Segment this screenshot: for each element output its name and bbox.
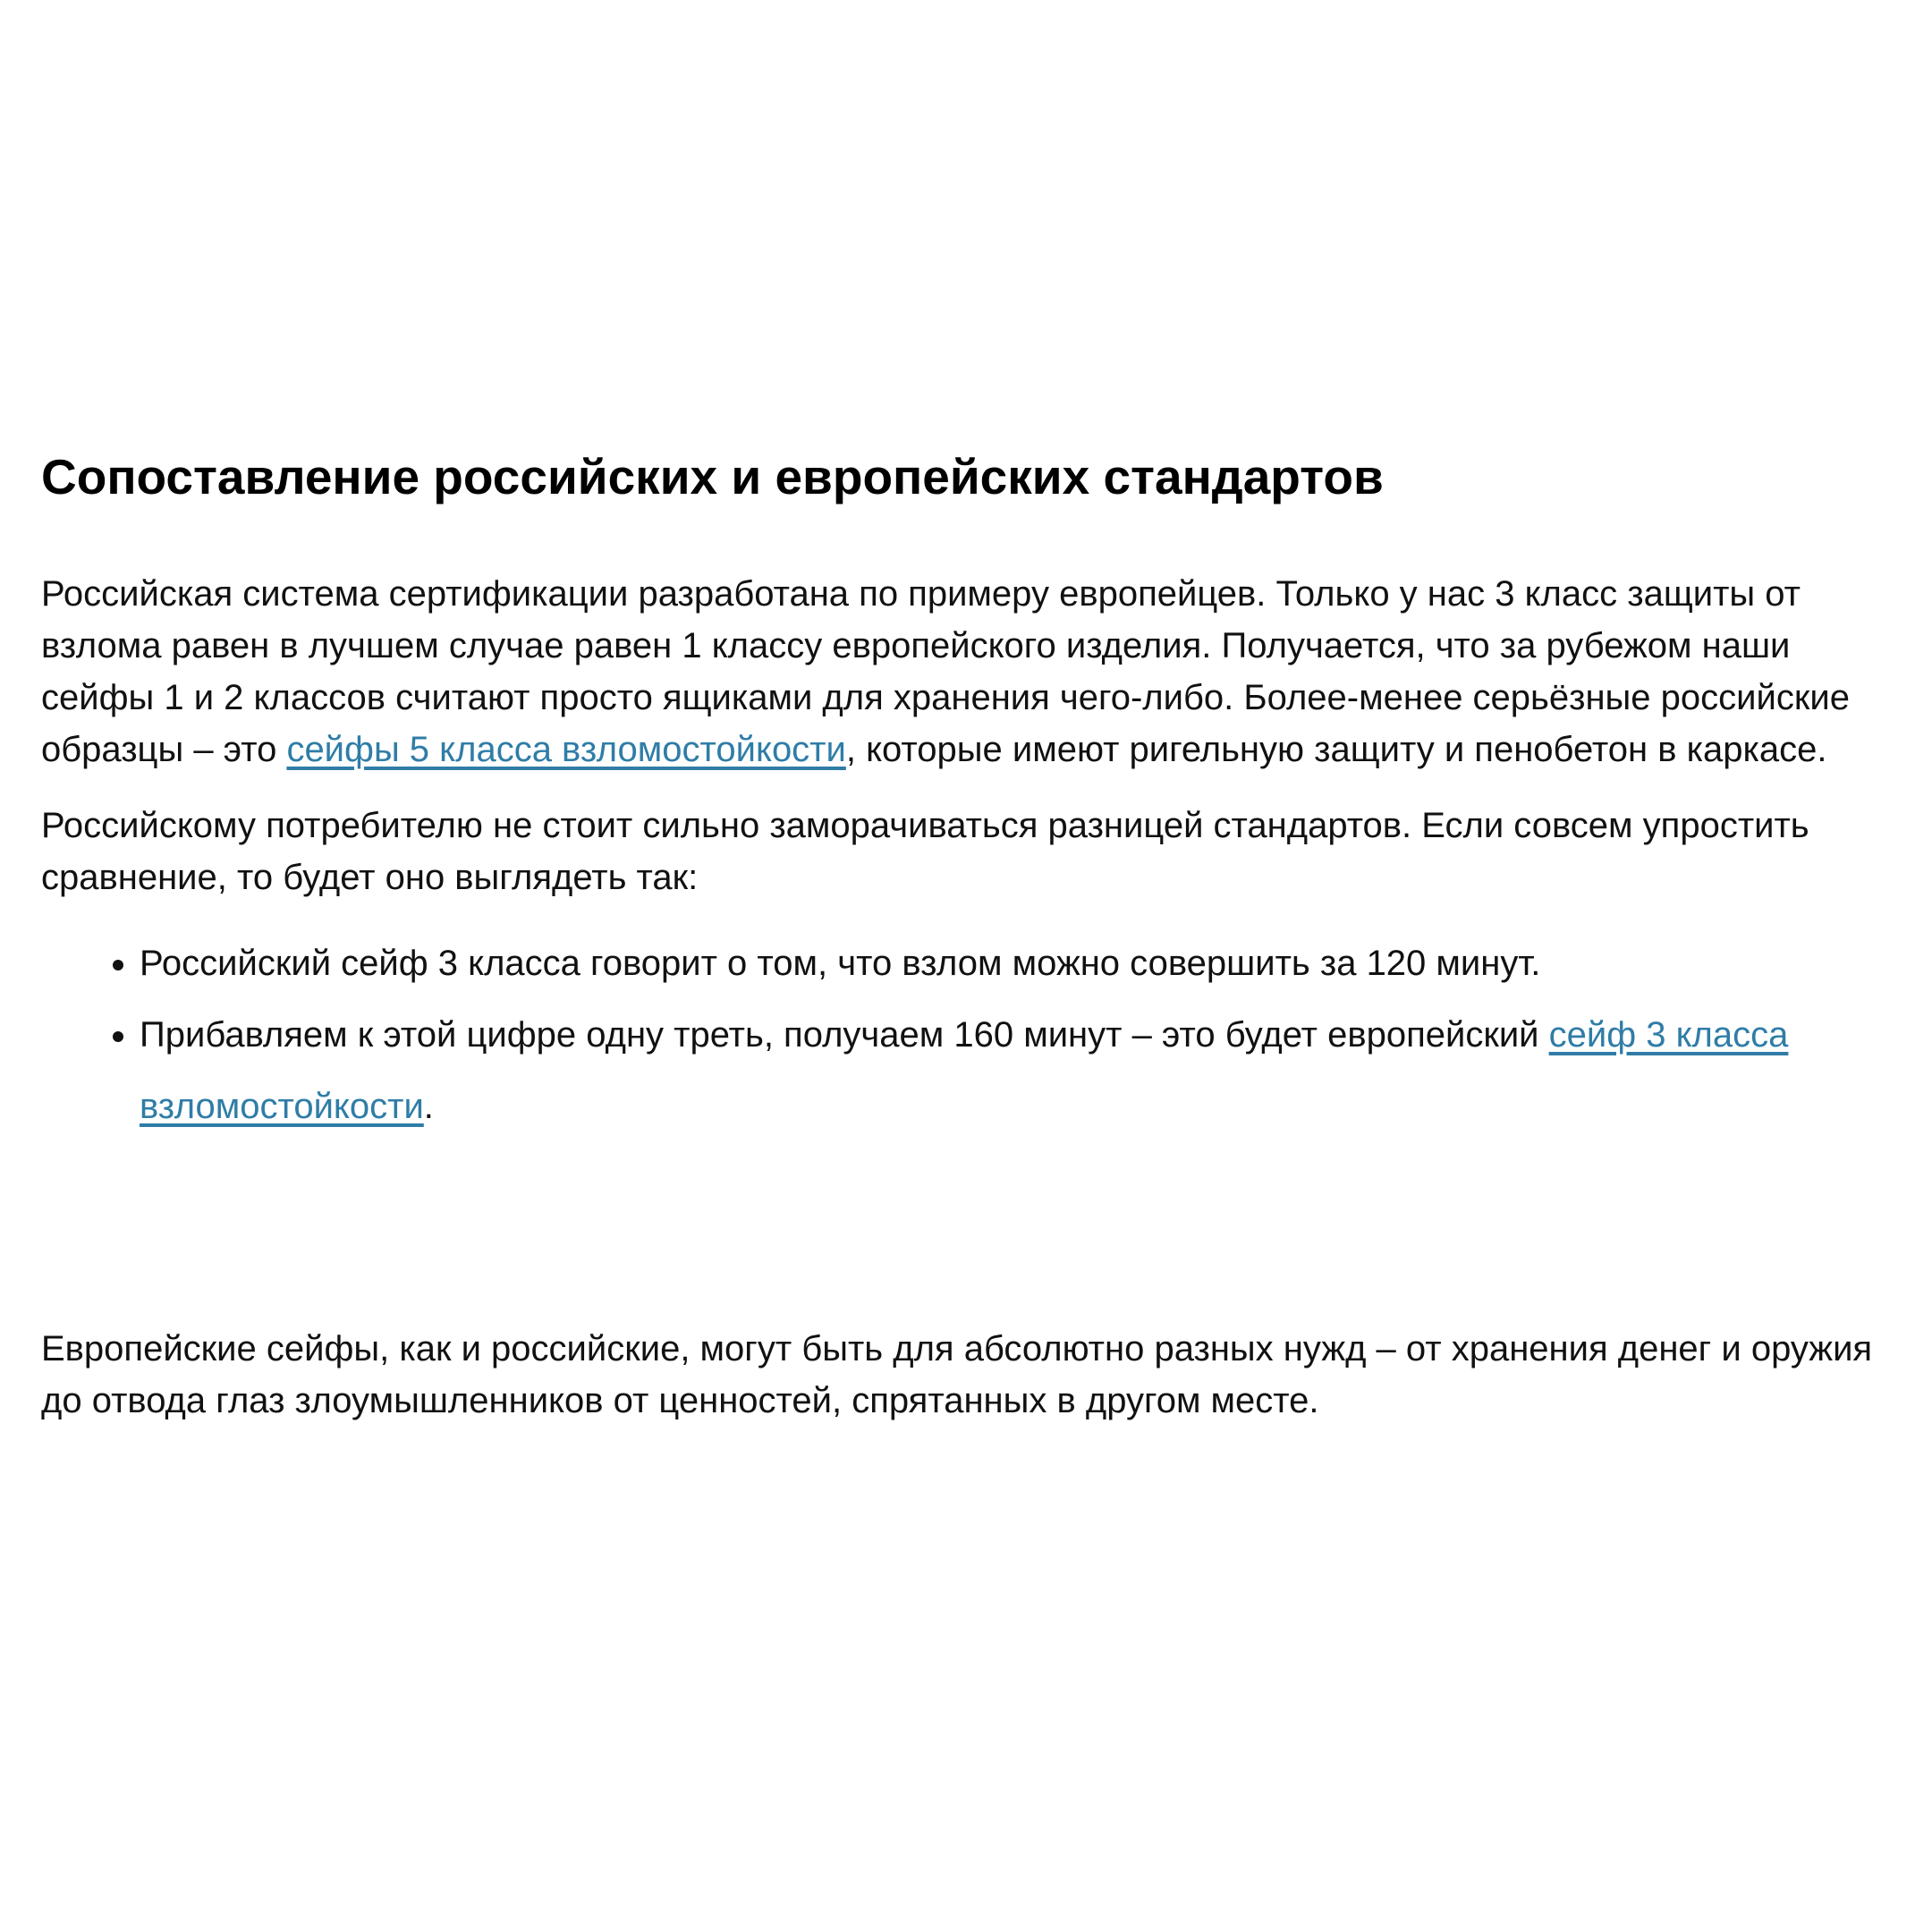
comparison-list bbox=[41, 928, 1891, 1142]
paragraph-certification-text-before-link: Российская система сертификации разработана по примеру европейцев. Только у нас 3 класс защиты от взлома равен в лучшем случае равен 1 классу европейского изделия. Получается, что за рубежом наши сейфы 1 и 2 классов считают просто ящиками для хранения чего-либо. Более-менее серьёзные российские образцы – это bbox=[41, 574, 1850, 769]
list-item-european-safe bbox=[140, 999, 1891, 1142]
link-safe-class3-burglary-resistance[interactable]: сейф 3 класса взломостойкости bbox=[140, 1015, 1789, 1126]
list-item-european-safe-text-before-link: Прибавляем к этой цифре одну треть, получаем 160 минут – это будет европейский bbox=[140, 1015, 1549, 1055]
paragraph-european-safes: Европейские сейфы, как и российские, могут быть для абсолютно разных нужд – от хранения денег и оружия до отвода глаз злоумышленников от ценностей, спрятанных в другом месте. bbox=[41, 1329, 1873, 1420]
list-item-russian-safe: • Российский сейф 3 класса говорит о том, что взлом можно совершить за 120 минут. bbox=[140, 928, 1891, 999]
paragraph-consumer-comparison: Российскому потребителю не стоит сильно заморачиваться разницей стандартов. Если совсем упростить сравнение, то будет оно выглядеть так: bbox=[41, 806, 1809, 897]
paragraph-certification-text-after-link: , которые имеют ригельную защиту и пенобетон в каркасе. bbox=[845, 730, 1827, 769]
link-safes-class5-burglary-resistance[interactable]: сейфы 5 класса взломостойкости bbox=[286, 730, 846, 769]
page-title: Сопоставление российских и европейских стандартов bbox=[41, 449, 1384, 504]
paragraph-certification bbox=[41, 568, 1891, 775]
list-item-european-safe-text-after-link: . bbox=[423, 1087, 434, 1126]
content-gap bbox=[41, 1142, 1891, 1323]
